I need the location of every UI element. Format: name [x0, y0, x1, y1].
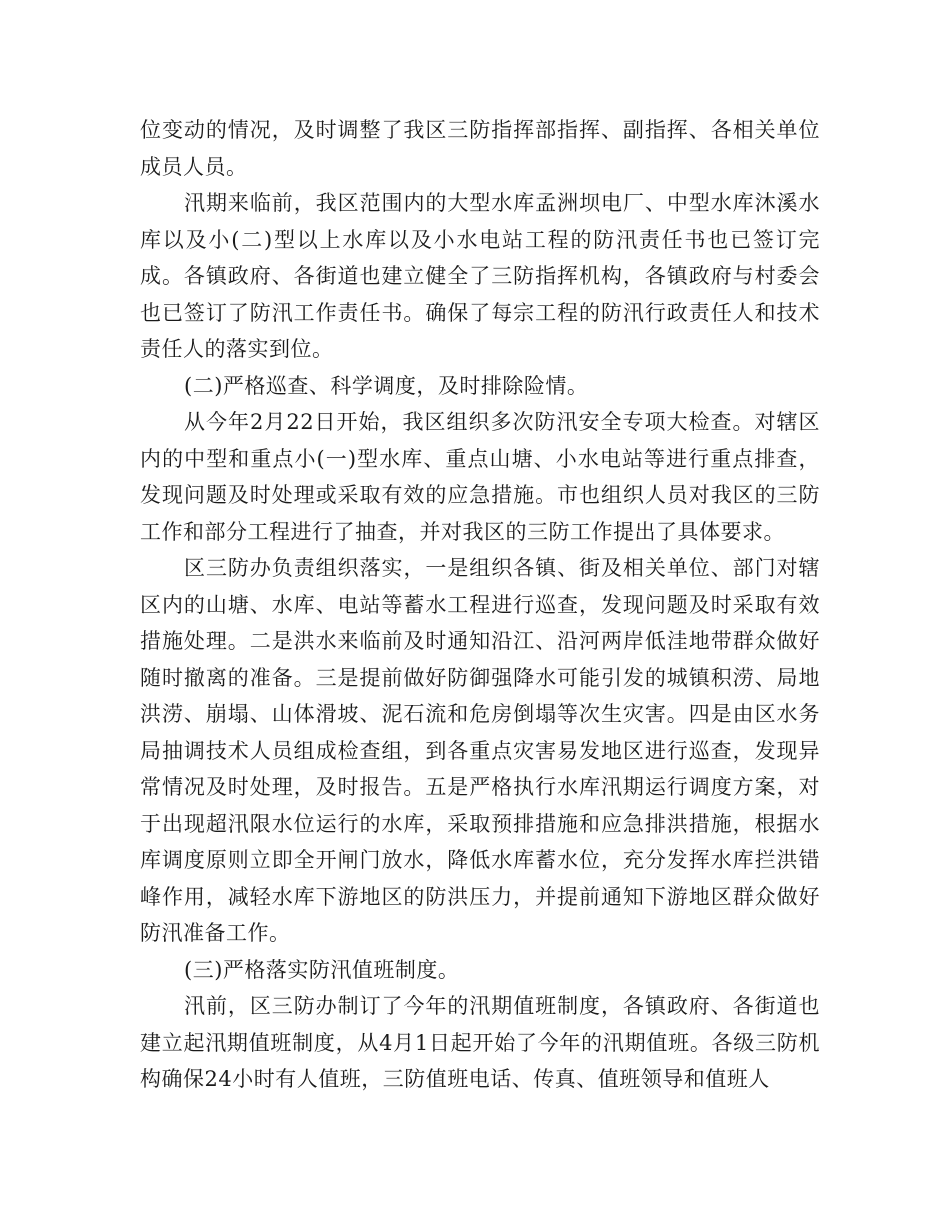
- paragraph-2: 汛期来临前，我区范围内的大型水库孟洲坝电厂、中型水库沐溪水库以及小(二)型以上水库以及小水电站工程的防汛责任书也已签订完成。各镇政府、各街道也建立健全了三防指挥机构，各镇政府与村委会也已签订了防汛工作责任书。确保了每宗工程的防汛行政责任人和技术责任人的落实到位。: [140, 191, 820, 361]
- section-heading-3: (三)严格落实防汛值班制度。: [184, 957, 460, 982]
- paragraph-3: 从今年2月22日开始，我区组织多次防汛安全专项大检查。对辖区内的中型和重点小(一)型水库、重点山塘、小水电站等进行重点排查，发现问题及时处理或采取有效的应急措施。市也组织人员对我区的三防工作和部分工程进行了抽查，并对我区的三防工作提出了具体要求。: [140, 410, 820, 544]
- paragraph-1: 位变动的情况，及时调整了我区三防指挥部指挥、副指挥、各相关单位成员人员。: [140, 118, 820, 179]
- paragraph-5: 汛前，区三防办制订了今年的汛期值班制度，各镇政府、各街道也建立起汛期值班制度，从4月1日起开始了今年的汛期值班。各级三防机构确保24小时有人值班，三防值班电话、传真、值班领导和值班人: [140, 994, 820, 1091]
- document-page: [140, 112, 820, 1098]
- paragraph-4: 区三防办负责组织落实，一是组织各镇、街及相关单位、部门对辖区内的山塘、水库、电站等蓄水工程进行巡查，发现问题及时采取有效措施处理。二是洪水来临前及时通知沿江、沿河两岸低洼地带群众做好随时撤离的准备。三是提前做好防御强降水可能引发的城镇积涝、局地洪涝、崩塌、山体滑坡、泥石流和危房倒塌等次生灾害。四是由区水务局抽调技术人员组成检查组，到各重点灾害易发地区进行巡查，发现异常情况及时处理，及时报告。五是严格执行水库汛期运行调度方案，对于出现超汛限水位运行的水库，采取预排措施和应急排洪措施，根据水库调度原则立即全开闸门放水，降低水库蓄水位，充分发挥水库拦洪错峰作用，减轻水库下游地区的防洪压力，并提前通知下游地区群众做好防汛准备工作。: [140, 556, 820, 945]
- section-heading-2: (二)严格巡查、科学调度，及时排除险情。: [184, 373, 589, 398]
